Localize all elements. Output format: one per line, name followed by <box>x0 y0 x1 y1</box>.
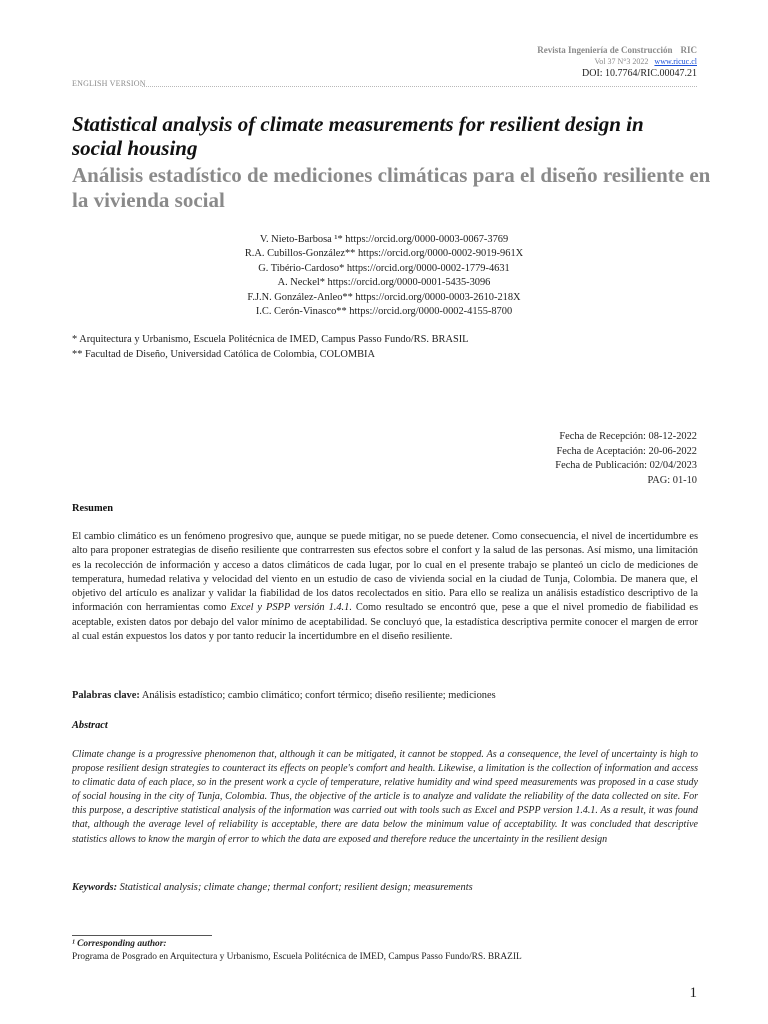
author-line: I.C. Cerón-Vinasco** https://orcid.org/0000-0002-4155-8700 <box>255 306 513 318</box>
journal-volume: Vol 37 N°3 2022 <box>594 57 649 66</box>
resumen-text-part2: Como resultado se encontró que, pese a que el nivel promedio de fiabilidad es aceptable, existen datos por debajo del valor mínimo de aceptabilidad. Se concluyó que, la estadística descriptiva permite conocer el margen de error al cual están expuestos los datos y por tanto reducir la incertidumbre en el diseño resiliente. <box>72 602 699 643</box>
affiliation-line: * Arquitectura y Urbanismo, Escuela Politécnica de IMED, Campus Passo Fundo/RS. BRASIL <box>72 334 469 345</box>
author-line: V. Nieto-Barbosa ¹* https://orcid.org/0000-0003-0067-3769 <box>259 234 509 245</box>
resumen-paragraph <box>72 530 698 644</box>
journal-volume-line <box>537 56 697 68</box>
keywords-english-text: Statistical analysis; climate change; thermal confort; resilient design; measurements <box>117 882 473 893</box>
abstract-heading: Abstract <box>72 720 108 731</box>
keywords-spanish-label: Palabras clave: <box>72 690 140 701</box>
keywords-spanish-text: Análisis estadístico; cambio climático; confort térmico; diseño resiliente; mediciones <box>139 690 496 701</box>
publication-dates <box>555 430 697 488</box>
resumen-text-tools: Excel y PSPP versión 1.4.1. <box>230 602 352 614</box>
abstract-paragraph: Climate change is a progressive phenomenon that, although it can be mitigated, it cannot be stopped. As a consequence, the level of uncertainty is high to propose resilient design strategies to counteract its effects on people's comfort and health. Likewise, a limitation is the collection of information and access to climatic data of each place, so in the present work a cycle of temperature, relative humidity and wind speed measurements was proposed in a case study of social housing in the city of Tunja, Colombia. Thus, the objective of the article is to analyze and validate the reliability of the data collected on site. For this purpose, a descriptive statistical analysis of the information was carried out with tools such as Excel and PSPP version 1.4.1. As a result, it was found that, although the average level of reliability is acceptable, there are data below the minimum value of acceptability. It was concluded that descriptive statistics allows to know the margin of error to which the data are exposed and therefore reduce the uncertainty in the resilient design <box>72 749 698 845</box>
author-line: A. Neckel* https://orcid.org/0000-0001-5435-3096 <box>277 277 491 289</box>
author-line: R.A. Cubillos-González** https://orcid.org/0000-0002-9019-961X <box>244 248 524 260</box>
page-number: 1 <box>689 985 697 1001</box>
footnote <box>72 938 522 963</box>
footnote-divider <box>72 935 212 936</box>
resumen-heading: Resumen <box>72 503 113 514</box>
journal-header <box>537 44 697 80</box>
resumen-text-part1: El cambio climático es un fenómeno progresivo que, aunque se puede mitigar, no se puede detener. Como consecuencia, el nivel de incertidumbre es alto para proponer estrategias de diseño resiliente que contrarresten sus efectos sobre el confort y la salud de las personas. Así mismo, una limitación es la recolección de información y acceso a datos climáticos de cada lugar, por lo cual en el presente trabajo se planteó un ciclo de mediciones de temperatura, humedad relativa y velocidad del viento en un estudio de caso de vivienda social en la ciudad de Tunja, Colombia. De manera que, el objetivo del artículo es analizar y validar la fiabilidad de los datos recolectados en sitio. Para ello se realiza un análisis estadístico descriptivo de la información con herramientas como <box>72 531 698 614</box>
journal-url-link[interactable]: www.ricuc.cl <box>654 57 697 66</box>
version-label: ENGLISH VERSION <box>72 79 146 88</box>
keywords-spanish <box>72 690 496 701</box>
author-line: G. Tibério-Cardoso* https://orcid.org/0000-0002-1779-4631 <box>258 262 510 274</box>
keywords-english <box>72 882 473 893</box>
footnote-text: Programa de Posgrado en Arquitectura y Urbanismo, Escuela Politécnica de IMED, Campus Passo Fundo/RS. BRAZIL <box>72 951 522 962</box>
page-range: PAG: 01-10 <box>647 474 697 486</box>
journal-name: Revista Ingeniería de Construcción <box>537 45 673 55</box>
journal-name-line <box>537 44 697 56</box>
author-list <box>0 233 768 319</box>
date-published: Fecha de Publicación: 02/04/2023 <box>555 460 697 472</box>
date-received: Fecha de Recepción: 08-12-2022 <box>559 431 697 442</box>
footnote-label: ¹ Corresponding author: <box>72 939 167 949</box>
title-english: Statistical analysis of climate measurements for resilient design in social housing <box>72 112 644 160</box>
keywords-english-label: Keywords: <box>72 882 118 893</box>
version-divider <box>142 86 697 87</box>
journal-doi: DOI: 10.7764/RIC.00047.21 <box>582 68 697 79</box>
journal-abbr: RIC <box>680 45 697 55</box>
author-line: F.J.N. González-Anleo** https://orcid.org/0000-0003-2610-218X <box>247 291 521 303</box>
date-accepted: Fecha de Aceptación: 20-06-2022 <box>556 445 697 457</box>
affiliation-line: ** Facultad de Diseño, Universidad Católica de Colombia, COLOMBIA <box>72 348 376 360</box>
affiliations <box>72 333 469 362</box>
title-spanish: Análisis estadístico de mediciones climáticas para el diseño resiliente en la vivienda social <box>72 163 711 212</box>
